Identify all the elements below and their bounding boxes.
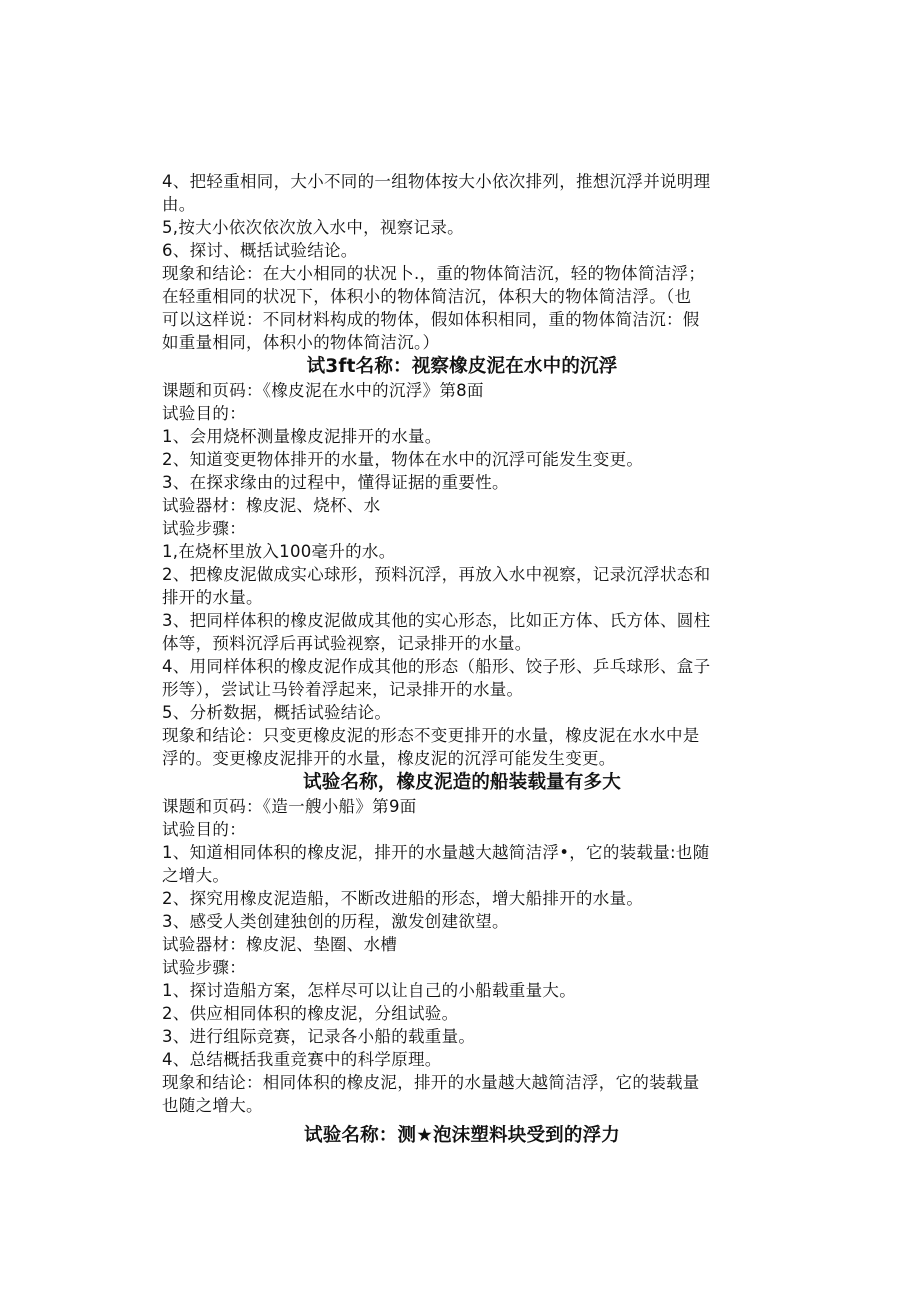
experiment-title: 试3ft名称：视察橡皮泥在水中的沉浮: [306, 356, 618, 377]
text-line: 1、探讨造船方案，怎样尽可以让自己的小船载重量大。: [162, 981, 576, 1000]
text-line: 4、把轻重相同，大小不同的一组物体按大小依次排列，推想沉浮并说明理: [162, 172, 711, 191]
text-line: 排开的水量。: [162, 588, 263, 607]
experiment-title: 试验名称：测★泡沫塑料块受到的浮力: [304, 1125, 620, 1146]
text-line: 1、知道相同体积的橡皮泥，排开的水量越大越简洁浮•，它的装载量:也随: [162, 843, 710, 862]
text-line: 试验目的：: [162, 404, 246, 423]
text-line: 6、探讨、概括试验结论。: [162, 241, 358, 260]
text-line: 3、在探求缘由的过程中，懂得证据的重要性。: [162, 473, 509, 492]
text-line: 试验器材：橡皮泥、垫圈、水槽: [162, 935, 398, 954]
text-line: 试验步骤：: [162, 519, 246, 538]
text-line: 2、探究用橡皮泥造船，不断改进船的形态，增大船排开的水量。: [162, 889, 644, 908]
text-line: 2、供应相同体积的橡皮泥，分组试验。: [162, 1004, 459, 1023]
text-line: 形等），尝试让马铃着浮起来，记录排开的水量。: [162, 680, 524, 699]
text-line: 5、分析数据，概括试验结论。: [162, 703, 392, 722]
section-previous-experiment: [162, 170, 762, 354]
text-line: 2、把橡皮泥做成实心球形，预料沉浮，再放入水中视察，记录沉浮状态和: [162, 565, 711, 584]
text-line: 3、进行组际竞赛，记录各小船的载重量。: [162, 1027, 476, 1046]
text-line: 在轻重相同的状况下，体积小的物体简洁沉，体积大的物体简洁浮。（也: [162, 287, 692, 306]
section-foam-buoyancy: [162, 1123, 762, 1148]
text-line: 之增大。: [162, 866, 230, 885]
text-line: 1、会用烧杯测量橡皮泥排开的水量。: [162, 427, 442, 446]
text-line: 4、总结概括我重竞赛中的科学原理。: [162, 1050, 442, 1069]
text-line: 3、把同样体积的橡皮泥做成其他的实心形态，比如正方体、氏方体、圆柱: [162, 611, 711, 630]
text-line: 现象和结论：只变更橡皮泥的形态不变更排开的水量，橡皮泥在水水中是: [162, 726, 700, 745]
text-line: 5,按大小依次依次放入水中，视察记录。: [162, 218, 464, 237]
text-line: 1,在烧杯里放入100毫升的水。: [162, 542, 396, 561]
text-line: 试验目的：: [162, 820, 246, 839]
text-line: 由。: [162, 195, 196, 214]
text-line: 4、用同样体积的橡皮泥作成其他的形态（船形、饺子形、乒乓球形、盒子: [162, 657, 711, 676]
text-line: 可以这样说：不同材料构成的物体，假如体积相同，重的物体简洁沉：假: [162, 310, 700, 329]
experiment-title: 试验名称，橡皮泥造的船装载量有多大: [303, 772, 621, 793]
text-line: 如重量相同，体积小的物体简洁沉。）: [162, 333, 440, 352]
text-line: 2、知道变更物体排开的水量，物体在水中的沉浮可能发生变更。: [162, 450, 644, 469]
text-line: 3、感受人类创建独创的历程，激发创建欲望。: [162, 912, 509, 931]
text-line: 课题和页码：《造一艘小船》第9面: [162, 797, 417, 816]
text-line: 浮的。变更橡皮泥排开的水量，橡皮泥的沉浮可能发生变更。: [162, 749, 616, 768]
text-line: 现象和结论：相同体积的橡皮泥，排开的水量越大越简洁浮，它的装载量: [162, 1073, 700, 1092]
text-line: 现象和结论：在大小相同的状况卜.，重的物体简洁沉，轻的物体简洁浮；: [162, 264, 706, 283]
section-clay-boat: [162, 770, 762, 1117]
text-line: 试验器材：橡皮泥、烧杯、水: [162, 496, 381, 515]
text-line: 课题和页码：《橡皮泥在水中的沉浮》第8面: [162, 381, 484, 400]
document-page: [162, 170, 762, 1148]
text-line: 也随之增大。: [162, 1096, 263, 1115]
text-line: 试验步骤：: [162, 958, 246, 977]
section-clay-sink-float: [162, 354, 762, 770]
text-line: 体等，预料沉浮后再试验视察，记录排开的水量。: [162, 634, 532, 653]
